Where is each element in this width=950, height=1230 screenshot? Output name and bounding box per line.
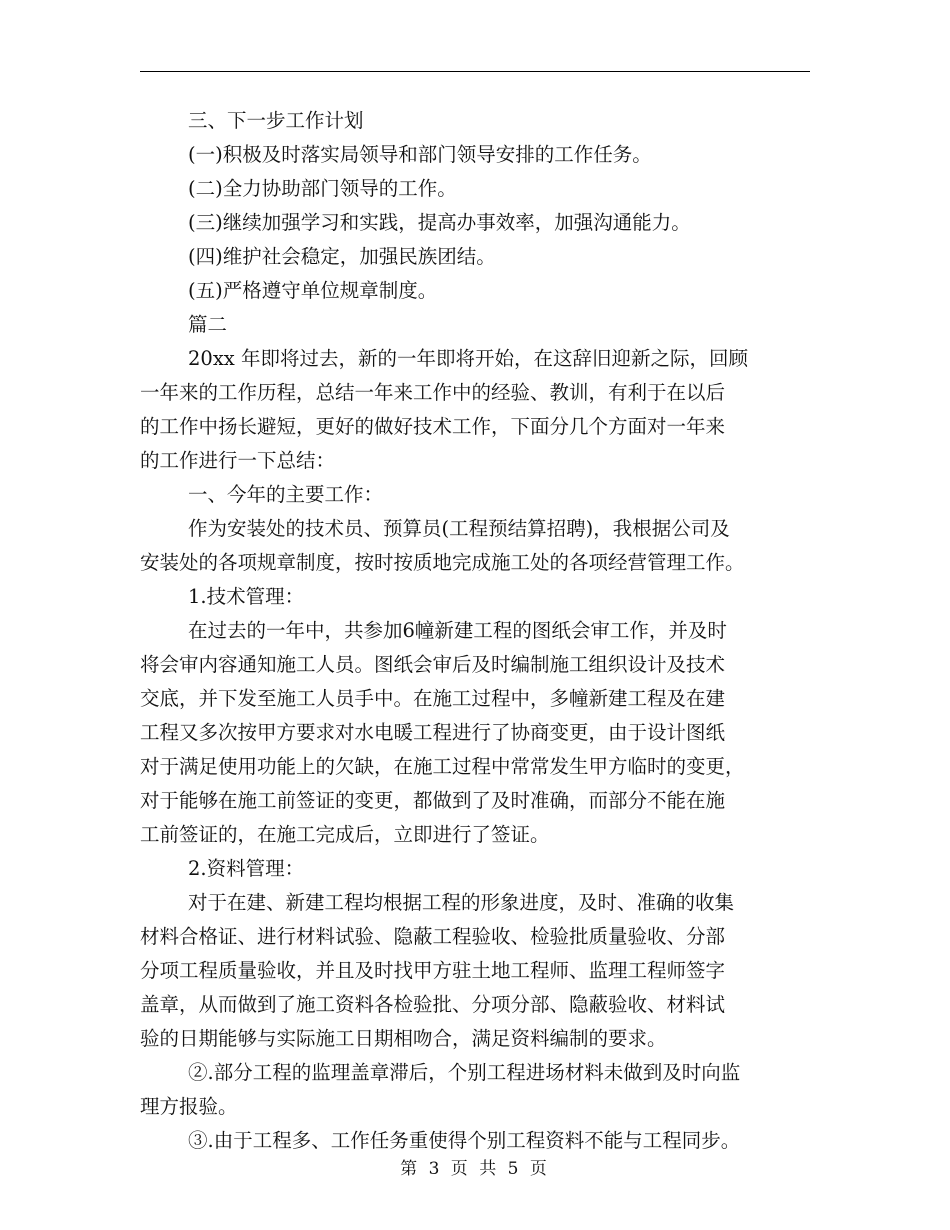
paragraph-line: 对于满足使用功能上的欠缺，在施工过程中常常发生甲方临时的变更， xyxy=(140,755,745,778)
paragraph-line: 的工作进行一下总结： xyxy=(140,449,336,472)
paragraph-line: 的工作中扬长避短，更好的做好技术工作，下面分几个方面对一年来 xyxy=(140,415,726,438)
paragraph-line: 20xx 年即将过去，新的一年即将开始，在这辞旧迎新之际，回顾 xyxy=(188,347,749,370)
header-rule xyxy=(140,71,810,72)
page-number: 第 3 页 共 5 页 xyxy=(400,1159,550,1179)
paragraph-line: 理方报验。 xyxy=(140,1095,238,1118)
paragraph-line: 材料合格证、进行材料试验、隐蔽工程验收、检验批质量验收、分部 xyxy=(140,925,726,948)
paragraph-line: 在过去的一年中，共参加6幢新建工程的图纸会审工作，并及时 xyxy=(188,619,727,642)
paragraph-line: 工程又多次按甲方要求对水电暖工程进行了协商变更，由于设计图纸 xyxy=(140,721,726,744)
paragraph-line: (五)严格遵守单位规章制度。 xyxy=(188,279,438,302)
paragraph-line: 安装处的各项规章制度，按时按质地完成施工处的各项经营管理工作。 xyxy=(140,551,745,574)
paragraph-line: ③.由于工程多、工作任务重使得个别工程资料不能与工程同步。 xyxy=(188,1129,741,1152)
paragraph-line: (二)全力协助部门领导的工作。 xyxy=(188,177,457,200)
paragraph-line: 盖章，从而做到了施工资料各检验批、分项分部、隐蔽验收、材料试 xyxy=(140,993,726,1016)
paragraph-line: 2.资料管理： xyxy=(188,857,305,880)
paragraph-line: 分项工程质量验收，并且及时找甲方驻土地工程师、监理工程师签字 xyxy=(140,959,726,982)
paragraph-line: 工前签证的，在施工完成后，立即进行了签证。 xyxy=(140,823,550,846)
paragraph-line: 对于能够在施工前签证的变更，都做到了及时准确，而部分不能在施 xyxy=(140,789,726,812)
paragraph-line: (一)积极及时落实局领导和部门领导安排的工作任务。 xyxy=(188,143,652,166)
paragraph-line: 对于在建、新建工程均根据工程的形象进度，及时、准确的收集 xyxy=(188,891,735,914)
paragraph-line: 交底，并下发至施工人员手中。在施工过程中，多幢新建工程及在建 xyxy=(140,687,726,710)
paragraph-line: 1.技术管理： xyxy=(188,585,305,608)
paragraph-line: 将会审内容通知施工人员。图纸会审后及时编制施工组织设计及技术 xyxy=(140,653,726,676)
paragraph-line: 验的日期能够与实际施工日期相吻合，满足资料编制的要求。 xyxy=(140,1027,667,1050)
paragraph-line: 作为安装处的技术员、预算员(工程预结算招聘)，我根据公司及 xyxy=(188,517,730,540)
document-body xyxy=(140,104,810,1158)
paragraph-line: (四)维护社会稳定，加强民族团结。 xyxy=(188,245,496,268)
paragraph-line: 篇二 xyxy=(188,313,228,336)
paragraph-line: (三)继续加强学习和实践，提高办事效率，加强沟通能力。 xyxy=(188,211,691,234)
paragraph-line: 一年来的工作历程，总结一年来工作中的经验、教训，有利于在以后 xyxy=(140,381,726,404)
paragraph-line: ②.部分工程的监理盖章滞后，个别工程进场材料未做到及时向监 xyxy=(188,1061,741,1084)
paragraph-line: 三、下一步工作计划 xyxy=(188,109,364,132)
paragraph-line: 一、今年的主要工作： xyxy=(188,483,384,506)
